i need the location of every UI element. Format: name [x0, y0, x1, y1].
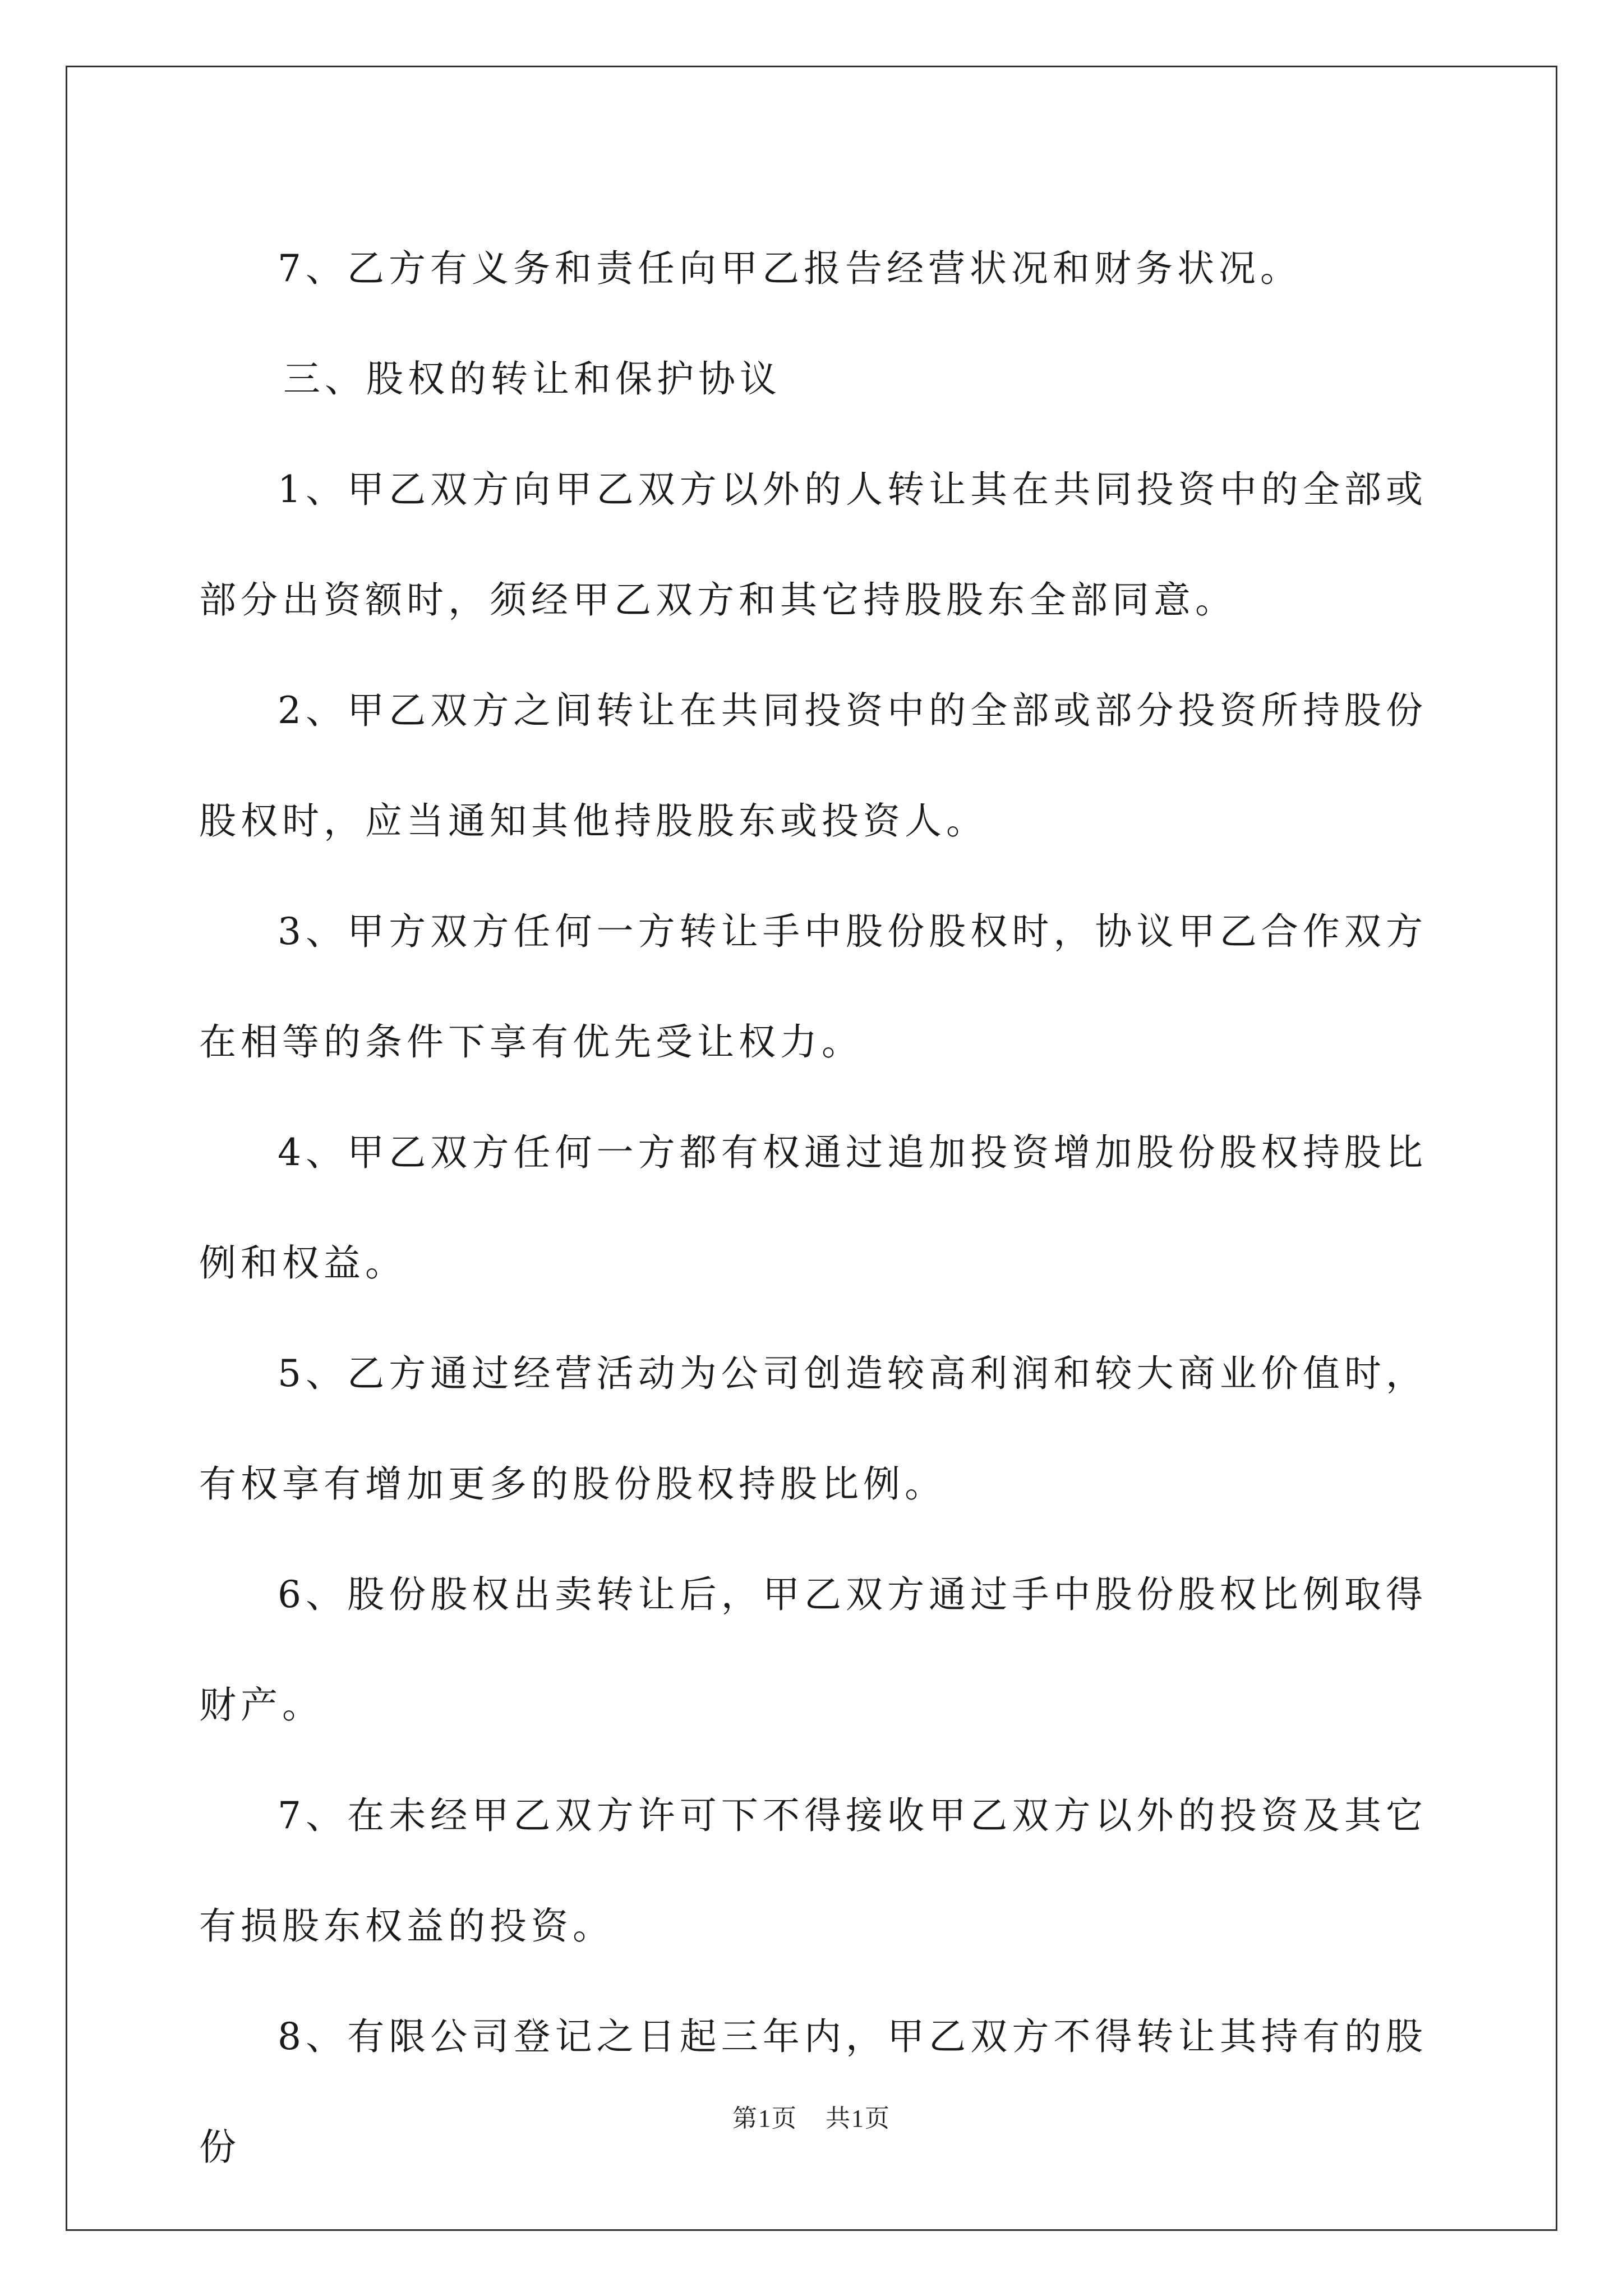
paragraph-7: 5、乙方通过经营活动为公司创造较高利润和较大商业价值时，有权享有增加更多的股份股权持股比例。 [199, 1352, 1427, 1506]
paragraph-9: 7、在未经甲乙双方许可下不得接收甲乙双方以外的投资及其它有损股东权益的投资。 [199, 1794, 1427, 1948]
page-number-current: 第1页 [732, 2105, 797, 2132]
paragraph-6: 4、甲乙双方任何一方都有权通过追加投资增加股份股权持股比例和权益。 [199, 1131, 1427, 1285]
section-heading: 三、股权的转让和保护协议 [283, 357, 781, 401]
document-body [199, 213, 1427, 2202]
page-footer [0, 2098, 1623, 2134]
paragraph-3: 1、甲乙双方向甲乙双方以外的人转让其在共同投资中的全部或部分出资额时，须经甲乙双方和其它持股股东全部同意。 [199, 468, 1427, 622]
paragraph-4: 2、甲乙双方之间转让在共同投资中的全部或部分投资所持股份股权时，应当通知其他持股股东或投资人。 [199, 689, 1427, 843]
paragraph-8: 6、股份股权出卖转让后，甲乙双方通过手中股份股权比例取得财产。 [199, 1573, 1427, 1727]
page-number-total: 共1页 [826, 2105, 891, 2132]
paragraph-5: 3、甲方双方任何一方转让手中股份股权时，协议甲乙合作双方在相等的条件下享有优先受让权力。 [199, 910, 1427, 1064]
paragraph-1: 7、乙方有义务和责任向甲乙报告经营状况和财务状况。 [278, 247, 1302, 290]
paragraph-10: 8、有限公司登记之日起三年内，甲乙双方不得转让其持有的股份 [199, 2015, 1427, 2169]
